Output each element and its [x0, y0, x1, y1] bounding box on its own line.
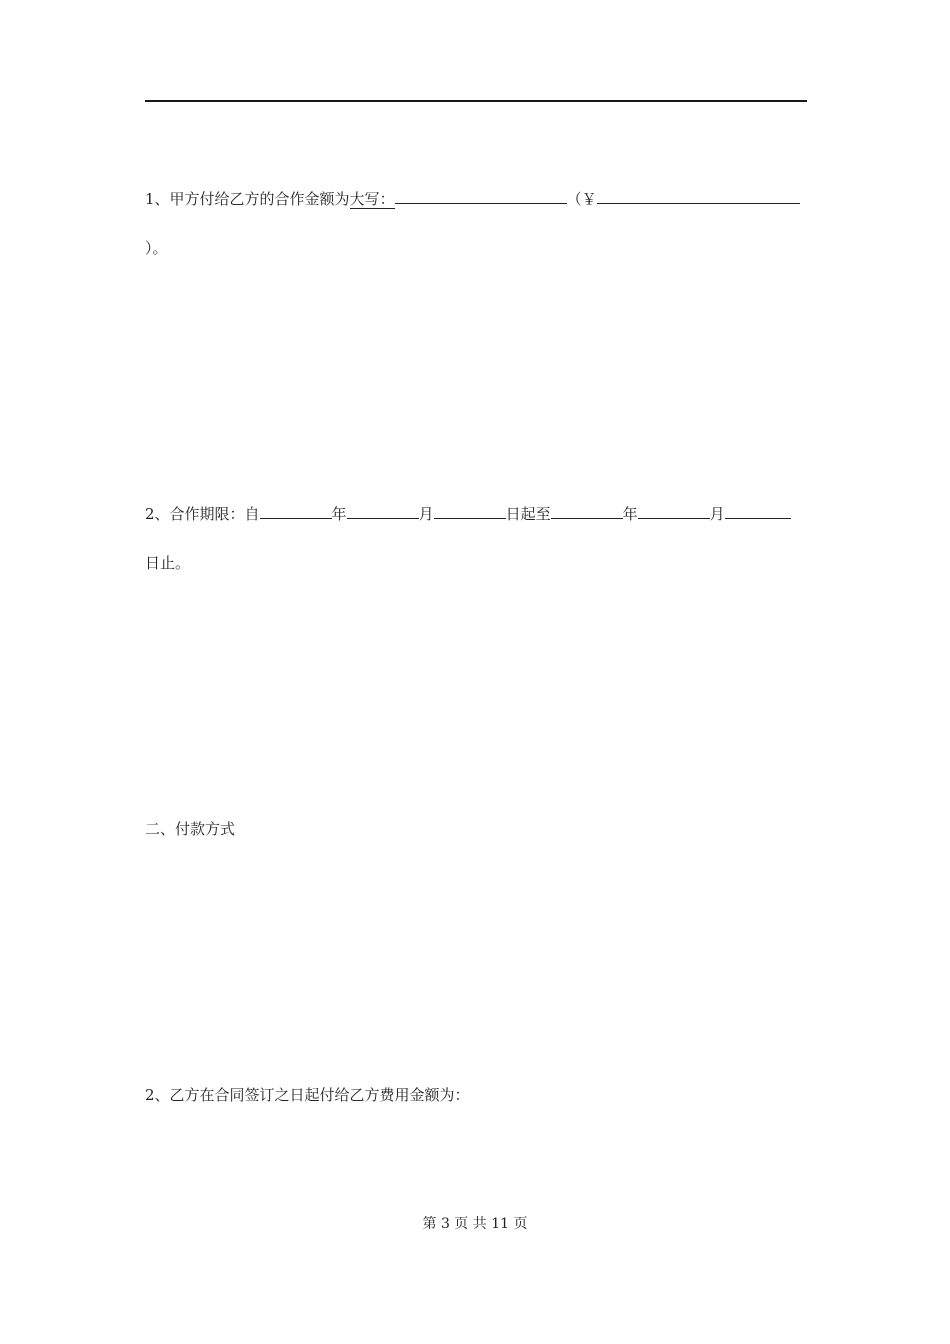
- clause-payment-amount: [145, 1085, 470, 1105]
- start-year-blank[interactable]: [260, 502, 332, 519]
- end-month-blank[interactable]: [638, 502, 710, 519]
- header-rule: [145, 100, 807, 102]
- year-label-1: 年: [331, 505, 347, 523]
- page-number: 第 3 页 共 11 页: [422, 1216, 528, 1232]
- daxie-label: 大写: [349, 190, 380, 208]
- clause-term: [145, 502, 791, 524]
- daxie-colon: ：: [379, 190, 395, 208]
- clause-amount-end: [145, 238, 168, 258]
- clause-amount-prefix: 1、甲方付给乙方的合作金额为: [145, 190, 350, 208]
- yen-open: （￥: [566, 190, 597, 208]
- clause-term-end-text: 日止。: [145, 554, 191, 572]
- clause-amount: [145, 187, 800, 209]
- year-label-2: 年: [622, 505, 638, 523]
- clause-amount-close: ）。: [145, 239, 168, 257]
- month-label-1: 月: [418, 505, 434, 523]
- day-from-to-label: 日起至: [505, 505, 551, 523]
- start-day-blank[interactable]: [434, 502, 506, 519]
- end-year-blank[interactable]: [551, 502, 623, 519]
- end-day-blank[interactable]: [725, 502, 791, 519]
- clause-term-prefix: 2、合作期限：自: [145, 505, 260, 523]
- section-payment-heading: 二、付款方式: [145, 820, 236, 838]
- month-label-2: 月: [709, 505, 725, 523]
- amount-words-blank[interactable]: [395, 187, 567, 204]
- start-month-blank[interactable]: [347, 502, 419, 519]
- section-payment-title: [145, 819, 235, 839]
- amount-number-blank[interactable]: [597, 187, 800, 204]
- clause-payment-amount-text: 2、乙方在合同签订之日起付给乙方费用金额为：: [145, 1086, 470, 1104]
- page-footer: [0, 1214, 950, 1234]
- clause-term-end: [145, 553, 190, 573]
